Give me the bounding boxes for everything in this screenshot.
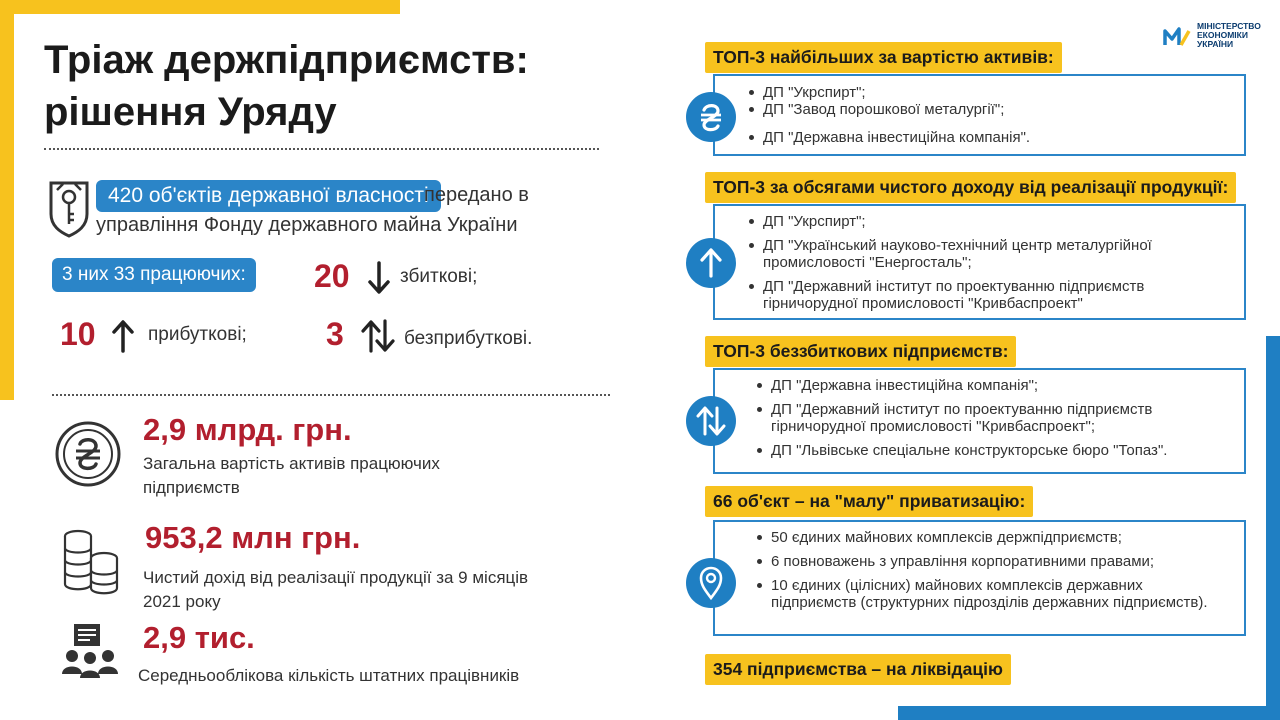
transfer-text-1: передано в bbox=[424, 184, 529, 206]
decor-left-bar bbox=[0, 0, 14, 400]
title-line-2: рішення Уряду bbox=[44, 90, 337, 134]
list-item: ДП "Державний інститут по проектуванню підприємств гірничорудної промисловості "Кривбаспроект" bbox=[745, 278, 1228, 312]
profit-label: прибуткові; bbox=[148, 324, 247, 345]
stat-assets-caption-1: Загальна вартість активів працюючих bbox=[143, 454, 440, 473]
section-box-revenue bbox=[713, 204, 1246, 320]
profit-count: 10 bbox=[60, 316, 96, 352]
neutral-count: 3 bbox=[326, 316, 344, 352]
divider-top bbox=[44, 148, 599, 150]
decor-bottom-bar bbox=[898, 706, 1280, 720]
decor-right-bar bbox=[1266, 336, 1280, 720]
stat-staff-caption: Середньооблікова кількість штатних працівників bbox=[138, 666, 520, 685]
liquidation-header: 354 підприємства – на ліквідацію bbox=[705, 654, 1011, 685]
hryvnia-coin-icon bbox=[54, 420, 122, 488]
section-header-assets: ТОП-3 найбільших за вартістю активів: bbox=[705, 42, 1062, 73]
section-header-revenue: ТОП-3 за обсягами чистого доходу від реалізації продукції: bbox=[705, 172, 1236, 203]
arrow-down-icon bbox=[366, 260, 392, 296]
list-item: 6 повноважень з управління корпоративними правами; bbox=[753, 553, 1228, 570]
ministry-logo-icon bbox=[1163, 25, 1193, 47]
location-pin-circle-icon bbox=[686, 558, 736, 608]
list-item: ДП "Державна інвестиційна компанія"; bbox=[753, 377, 1228, 394]
section-header-break-even: ТОП-3 беззбиткових підприємств: bbox=[705, 336, 1016, 367]
list-item: ДП "Львівське спеціальне конструкторське бюро "Топаз". bbox=[753, 442, 1228, 459]
arrow-up-circle-icon bbox=[686, 238, 736, 288]
section-header-privatization: 66 об'єкт – на "малу" приватизацію: bbox=[705, 486, 1033, 517]
list-item: ДП "Державний інститут по проектуванню підприємств гірничорудної промисловості "Кривбаспроект"; bbox=[753, 401, 1228, 435]
stat-staff-value: 2,9 тис. bbox=[143, 620, 255, 655]
logo-text: МІНІСТЕРСТВО ЕКОНОМІКИ УКРАЇНИ bbox=[1197, 21, 1261, 49]
section-box-break-even bbox=[713, 368, 1246, 474]
working-count-pill: 3 них 33 працюючих: bbox=[52, 258, 256, 292]
coin-stacks-icon bbox=[60, 528, 122, 598]
transfer-text-2: управління Фонду державного майна України bbox=[96, 214, 518, 236]
list-item: ДП "Укрспирт"; bbox=[745, 84, 1244, 101]
list-item: 10 єдиних (цілісних) майнових комплексів державних підприємств (структурних підрозділів державних підприємств). bbox=[753, 577, 1228, 611]
title-line-1: Тріаж держпідприємств: bbox=[44, 38, 529, 82]
list-item: ДП "Завод порошкової металургії"; bbox=[745, 101, 1244, 118]
stat-assets-caption-2: підприємств bbox=[143, 478, 240, 497]
stat-revenue-value: 953,2 млн грн. bbox=[145, 520, 361, 555]
list-item: 50 єдиних майнових комплексів держпідприємств; bbox=[753, 529, 1228, 546]
stat-revenue-caption-1: Чистий дохід від реалізації продукції за 9 місяців bbox=[143, 568, 529, 587]
stat-revenue-caption-2: 2021 року bbox=[143, 592, 221, 611]
arrows-up-down-circle-icon bbox=[686, 396, 736, 446]
state-property-icon bbox=[48, 180, 90, 238]
transfer-count-pill: 420 об'єктів державної власності bbox=[96, 180, 441, 212]
page-title bbox=[44, 34, 644, 138]
list-item: ДП "Державна інвестиційна компанія". bbox=[745, 129, 1244, 146]
arrows-up-down-icon bbox=[360, 318, 396, 354]
arrow-up-icon bbox=[110, 318, 136, 354]
ministry-logo bbox=[1163, 22, 1261, 49]
neutral-label: безприбуткові. bbox=[404, 328, 533, 349]
list-item: ДП "Укрспирт"; bbox=[745, 213, 1228, 230]
hryvnia-circle-icon bbox=[686, 92, 736, 142]
section-box-assets bbox=[713, 74, 1246, 156]
loss-count: 20 bbox=[314, 258, 350, 294]
section-box-privatization bbox=[713, 520, 1246, 636]
divider-middle bbox=[52, 394, 610, 396]
list-item: ДП "Український науково-технічний центр металургійної промисловості "Енергосталь"; bbox=[745, 237, 1228, 271]
stat-assets-value: 2,9 млрд. грн. bbox=[143, 412, 352, 447]
staff-icon bbox=[60, 622, 120, 680]
decor-top-bar bbox=[0, 0, 400, 14]
loss-label: збиткові; bbox=[400, 266, 478, 287]
